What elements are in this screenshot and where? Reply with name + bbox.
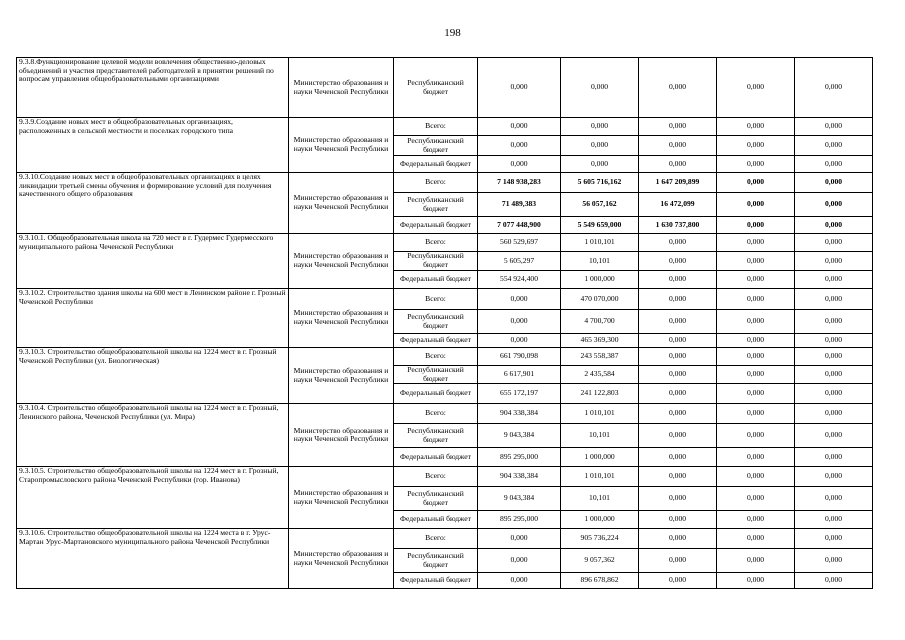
funding-source: Всего: [394, 529, 478, 549]
amount-cell: 904 338,384 [478, 404, 561, 424]
responsible-executor: Министерство образования и науки Чеченской Республики [289, 467, 394, 529]
amount-cell: 0,000 [717, 136, 795, 156]
measure-description: 9.3.10.5. Строительство общеобразовательной школы на 1224 мест в г. Грозный, Старопромысловского района Чеченской Республики (гор. Иванова) [17, 467, 289, 529]
amount-cell: 0,000 [639, 348, 717, 366]
responsible-executor: Министерство образования и науки Чеченской Республики [289, 58, 394, 118]
funding-source: Всего: [394, 118, 478, 136]
amount-cell: 465 369,300 [561, 334, 639, 348]
measure-description: 9.3.8.Функционирование целевой модели вовлечения общественно-деловых объединений и участия представителей работодателей в принятии решений по вопросам управления общеобразовательными организациями [17, 58, 289, 118]
amount-cell: 0,000 [639, 573, 717, 589]
amount-cell: 661 790,098 [478, 348, 561, 366]
amount-cell: 0,000 [478, 529, 561, 549]
amount-cell: 5 605 716,162 [561, 173, 639, 193]
amount-cell: 0,000 [717, 511, 795, 529]
amount-cell: 0,000 [639, 118, 717, 136]
amount-cell: 0,000 [795, 384, 873, 404]
amount-cell: 1 010,101 [561, 467, 639, 487]
amount-cell: 0,000 [717, 271, 795, 289]
amount-cell: 0,000 [478, 310, 561, 334]
amount-cell: 896 678,862 [561, 573, 639, 589]
amount-cell: 0,000 [717, 529, 795, 549]
amount-cell: 0,000 [795, 549, 873, 573]
amount-cell: 241 122,803 [561, 384, 639, 404]
amount-cell: 655 172,197 [478, 384, 561, 404]
amount-cell: 0,000 [717, 424, 795, 448]
amount-cell: 0,000 [639, 310, 717, 334]
amount-cell: 0,000 [639, 366, 717, 384]
amount-cell: 243 558,387 [561, 348, 639, 366]
amount-cell: 0,000 [717, 310, 795, 334]
funding-source: Республиканский бюджет [394, 193, 478, 217]
funding-source: Республиканский бюджет [394, 58, 478, 118]
amount-cell: 0,000 [561, 156, 639, 173]
funding-source: Республиканский бюджет [394, 310, 478, 334]
amount-cell: 0,000 [717, 173, 795, 193]
measure-description: 9.3.9.Создание новых мест в общеобразовательных организациях, расположенных в сельской местности и поселках городского типа [17, 118, 289, 173]
amount-cell: 0,000 [639, 289, 717, 310]
amount-cell: 0,000 [639, 252, 717, 271]
amount-cell: 0,000 [717, 487, 795, 511]
amount-cell: 0,000 [795, 193, 873, 217]
funding-source: Республиканский бюджет [394, 424, 478, 448]
amount-cell: 5 605,297 [478, 252, 561, 271]
funding-source: Республиканский бюджет [394, 252, 478, 271]
amount-cell: 0,000 [639, 448, 717, 467]
amount-cell: 1 647 209,899 [639, 173, 717, 193]
amount-cell: 554 924,400 [478, 271, 561, 289]
measure-description: 9.3.10.3. Строительство общеобразовательной школы на 1224 мест в г. Грозный Чеченской Республики (ул. Биологическая) [17, 348, 289, 404]
table-row [17, 234, 873, 252]
amount-cell: 9 043,384 [478, 424, 561, 448]
amount-cell: 0,000 [795, 334, 873, 348]
amount-cell: 0,000 [639, 271, 717, 289]
amount-cell: 0,000 [717, 334, 795, 348]
amount-cell: 0,000 [795, 529, 873, 549]
table-row [17, 58, 873, 118]
amount-cell: 0,000 [717, 289, 795, 310]
page-number: 198 [444, 27, 461, 39]
responsible-executor: Министерство образования и науки Чеченской Республики [289, 529, 394, 589]
funding-source: Федеральный бюджет [394, 384, 478, 404]
amount-cell: 0,000 [795, 404, 873, 424]
measure-description: 9.3.10.1. Общеобразовательная школа на 720 мест в г. Гудермес Гудермесского муниципального района Чеченской Республики [17, 234, 289, 289]
amount-cell: 71 489,383 [478, 193, 561, 217]
amount-cell: 0,000 [795, 448, 873, 467]
measure-description: 9.3.10.4. Строительство общеобразовательной школы на 1224 мест в г. Грозный, Ленинского района, Чеченской Республики (ул. Мира) [17, 404, 289, 467]
amount-cell: 1 000,000 [561, 271, 639, 289]
amount-cell: 0,000 [717, 118, 795, 136]
amount-cell: 0,000 [478, 573, 561, 589]
amount-cell: 2 435,584 [561, 366, 639, 384]
amount-cell: 0,000 [639, 487, 717, 511]
amount-cell: 56 057,162 [561, 193, 639, 217]
table-row [17, 173, 873, 193]
amount-cell: 0,000 [717, 156, 795, 173]
amount-cell: 0,000 [478, 156, 561, 173]
table-row [17, 404, 873, 424]
amount-cell: 0,000 [795, 217, 873, 234]
amount-cell: 895 295,000 [478, 448, 561, 467]
amount-cell: 0,000 [639, 529, 717, 549]
amount-cell: 0,000 [795, 573, 873, 589]
amount-cell: 0,000 [717, 234, 795, 252]
amount-cell: 10,101 [561, 487, 639, 511]
amount-cell: 10,101 [561, 252, 639, 271]
amount-cell: 0,000 [478, 289, 561, 310]
responsible-executor: Министерство образования и науки Чеченской Республики [289, 234, 394, 289]
amount-cell: 0,000 [717, 252, 795, 271]
amount-cell: 0,000 [795, 156, 873, 173]
amount-cell: 470 070,000 [561, 289, 639, 310]
amount-cell: 0,000 [795, 289, 873, 310]
amount-cell: 0,000 [795, 366, 873, 384]
amount-cell: 0,000 [639, 511, 717, 529]
funding-source: Федеральный бюджет [394, 156, 478, 173]
amount-cell: 0,000 [639, 467, 717, 487]
amount-cell: 0,000 [561, 118, 639, 136]
amount-cell: 0,000 [717, 366, 795, 384]
table-row [17, 529, 873, 549]
amount-cell: 1 000,000 [561, 448, 639, 467]
funding-source: Федеральный бюджет [394, 511, 478, 529]
funding-source: Федеральный бюджет [394, 217, 478, 234]
funding-source: Всего: [394, 404, 478, 424]
amount-cell: 0,000 [795, 271, 873, 289]
funding-source: Республиканский бюджет [394, 136, 478, 156]
funding-source: Всего: [394, 234, 478, 252]
amount-cell: 0,000 [561, 58, 639, 118]
responsible-executor: Министерство образования и науки Чеченской Республики [289, 348, 394, 404]
amount-cell: 5 549 659,000 [561, 217, 639, 234]
amount-cell: 0,000 [478, 58, 561, 118]
amount-cell: 9 043,384 [478, 487, 561, 511]
amount-cell: 0,000 [795, 348, 873, 366]
amount-cell: 0,000 [639, 549, 717, 573]
funding-source: Федеральный бюджет [394, 448, 478, 467]
measure-description: 9.3.10.2. Строительство здания школы на 600 мест в Ленинском районе г. Грозный Чеченской Республики [17, 289, 289, 348]
measure-description: 9.3.10.Создание новых мест в общеобразовательных организациях в целях ликвидации третьей смены обучения и формирование условий для получения качественного общего образования [17, 173, 289, 234]
funding-source: Всего: [394, 467, 478, 487]
amount-cell: 0,000 [639, 334, 717, 348]
amount-cell: 9 057,362 [561, 549, 639, 573]
amount-cell: 7 148 938,283 [478, 173, 561, 193]
amount-cell: 0,000 [717, 58, 795, 118]
funding-source: Республиканский бюджет [394, 549, 478, 573]
amount-cell: 1 630 737,800 [639, 217, 717, 234]
funding-source: Республиканский бюджет [394, 487, 478, 511]
amount-cell: 6 617,901 [478, 366, 561, 384]
amount-cell: 0,000 [717, 404, 795, 424]
funding-source: Всего: [394, 289, 478, 310]
amount-cell: 0,000 [717, 384, 795, 404]
amount-cell: 0,000 [795, 424, 873, 448]
amount-cell: 0,000 [639, 424, 717, 448]
amount-cell: 0,000 [478, 136, 561, 156]
responsible-executor: Министерство образования и науки Чеченской Республики [289, 289, 394, 348]
amount-cell: 560 529,697 [478, 234, 561, 252]
amount-cell: 1 000,000 [561, 511, 639, 529]
amount-cell: 905 736,224 [561, 529, 639, 549]
amount-cell: 904 338,384 [478, 467, 561, 487]
amount-cell: 0,000 [478, 334, 561, 348]
funding-source: Федеральный бюджет [394, 573, 478, 589]
responsible-executor: Министерство образования и науки Чеченской Республики [289, 173, 394, 234]
responsible-executor: Министерство образования и науки Чеченской Республики [289, 118, 394, 173]
amount-cell: 0,000 [795, 58, 873, 118]
amount-cell: 0,000 [478, 549, 561, 573]
amount-cell: 10,101 [561, 424, 639, 448]
amount-cell: 4 700,700 [561, 310, 639, 334]
amount-cell: 0,000 [717, 193, 795, 217]
amount-cell: 0,000 [639, 156, 717, 173]
amount-cell: 0,000 [795, 118, 873, 136]
amount-cell: 0,000 [561, 136, 639, 156]
amount-cell: 0,000 [639, 234, 717, 252]
amount-cell: 0,000 [795, 310, 873, 334]
amount-cell: 0,000 [478, 118, 561, 136]
measure-description: 9.3.10.6. Строительство общеобразовательной школы на 1224 места в г. Урус-Мартан Урус-Мартановского муниципального района Чеченской Республики [17, 529, 289, 589]
amount-cell: 0,000 [795, 487, 873, 511]
funding-source: Федеральный бюджет [394, 334, 478, 348]
amount-cell: 0,000 [639, 58, 717, 118]
amount-cell: 895 295,000 [478, 511, 561, 529]
funding-source: Федеральный бюджет [394, 271, 478, 289]
funding-source: Всего: [394, 173, 478, 193]
amount-cell: 0,000 [717, 549, 795, 573]
amount-cell: 0,000 [795, 252, 873, 271]
amount-cell: 0,000 [795, 467, 873, 487]
table-row [17, 289, 873, 310]
amount-cell: 0,000 [717, 573, 795, 589]
amount-cell: 16 472,099 [639, 193, 717, 217]
table-body [17, 58, 873, 589]
amount-cell: 0,000 [717, 448, 795, 467]
amount-cell: 0,000 [795, 173, 873, 193]
table-row [17, 467, 873, 487]
amount-cell: 0,000 [639, 136, 717, 156]
amount-cell: 0,000 [639, 384, 717, 404]
amount-cell: 0,000 [717, 348, 795, 366]
amount-cell: 0,000 [795, 234, 873, 252]
responsible-executor: Министерство образования и науки Чеченской Республики [289, 404, 394, 467]
funding-source: Республиканский бюджет [394, 366, 478, 384]
table-row [17, 348, 873, 366]
funding-source: Всего: [394, 348, 478, 366]
amount-cell: 7 077 448,900 [478, 217, 561, 234]
amount-cell: 0,000 [639, 404, 717, 424]
budget-table [16, 57, 873, 589]
amount-cell: 1 010,101 [561, 404, 639, 424]
amount-cell: 0,000 [795, 511, 873, 529]
table-row [17, 118, 873, 136]
amount-cell: 0,000 [717, 467, 795, 487]
amount-cell: 0,000 [795, 136, 873, 156]
amount-cell: 1 010,101 [561, 234, 639, 252]
amount-cell: 0,000 [717, 217, 795, 234]
